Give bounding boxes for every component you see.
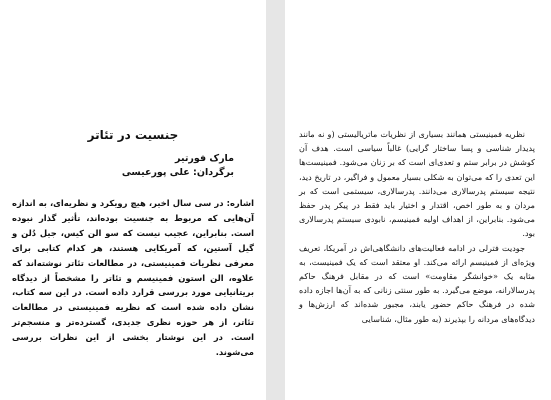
article-title: جنسیت در تئاتر xyxy=(87,128,179,142)
translator-credit: برگردان: علی پورعیسی xyxy=(121,167,234,178)
body-paragraph: جودیت فترلی در ادامه فعالیت‌های دانشگاهی‌اش در آمریکا، تعریف ویژه‌ای از فمینیسم ارائه می‌کند. او معتقد است که یک فمینیست، به مثابه یک «خوانشگر مقاومت» است که در مقابل فرهنگ حاکم پدرسالارانه، موضع می‌گیرد. به طور سنتی زنانی که به آن‌ها اجازه داده شده در فرهنگ حاکم حضور یابند، مجبور شده‌اند که ارزش‌ها و دیدگاه‌های مردانه را بپذیرند (به طور مثال، شناسایی xyxy=(299,242,535,324)
page-gutter xyxy=(266,0,285,400)
right-page xyxy=(285,0,551,400)
body-text xyxy=(299,127,535,326)
abstract-paragraph: اشاره: در سی سال اخیر، هیچ رویکرد و نظریه‌ای، به اندازه آن‌هایی که مربوط به جنسیت بوده‌اند، تأثیر گذار نبوده است. بنابراین، عجیب نیست که سو الن کیس، جیل دُلن و گیل آستین، که آمریکایی هستند، هر کدام کتابی برای معرفی نظریات فمینیستی، در مطالعات تئاتر نوشته‌اند که علاوه، الن استون فمینیسم و تئاتر را مشخصاً از دیدگاه بریتانیایی مورد بررسی قرارد داده است. در این سه کتاب، نشان داده شده است که نظریه فمینیستی در مطالعات تئاتر، از هر حوزه نظری جدیدی، گسترده‌تر و منسجم‌تر است. در این نوشتار بخشی از این نظرات بررسی می‌شوند. xyxy=(12,198,254,358)
body-paragraph: نظریه فمینیستی همانند بسیاری از نظریات ماتریالیستی (و نه مانند پدیدار شناسی و پسا ساختار گرایی) غالباً سیاسی است. هدف آن کوشش در برابر ستم و تعدی‌ای است که بر زنان می‌شود. فمینیست‌ها این تعدی را که می‌توان به شکلی بسیار معمول و فراگیر، در تاریخ دید، نتیجه سیستم پدرسالاری می‌دانند. پدرسالاری، سیستمی است که بر مردان و به طور اخص، اقتدار و اختیار باید فقط در پیکر پدر حفظ می‌شود. بنابراین، از اهداف اولیه فمینیسم، نابودی سیستم پدرسالاری بود. xyxy=(299,129,535,239)
author-name: مارک فورتیر xyxy=(175,153,234,164)
left-page xyxy=(0,0,266,400)
